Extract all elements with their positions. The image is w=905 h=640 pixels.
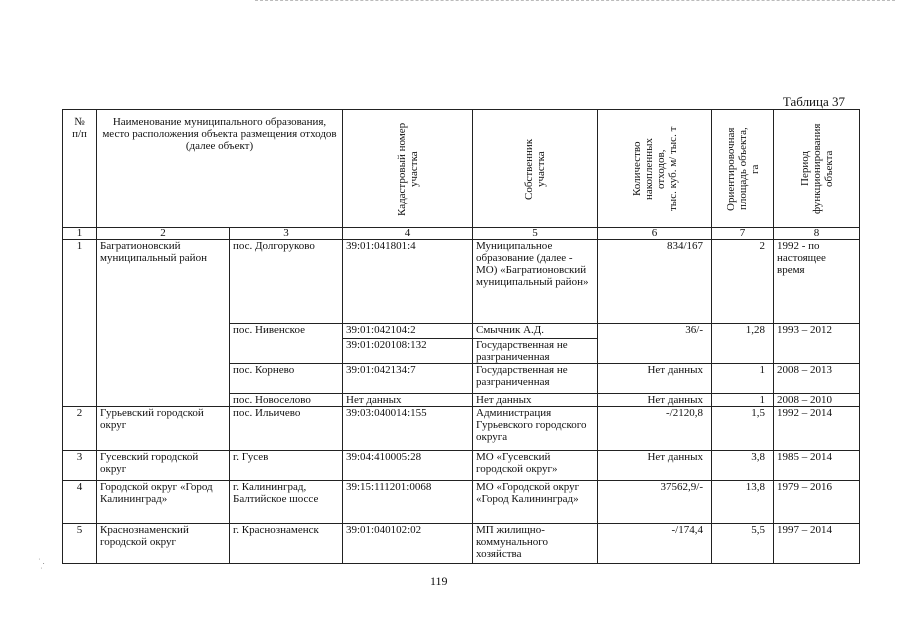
col-number: 8 <box>774 228 860 240</box>
site-area: 2 <box>712 240 774 324</box>
site-location: пос. Новоселово <box>230 394 343 407</box>
owner: Государственная не разграниченная <box>473 339 598 364</box>
site-location: г. Краснознаменск <box>230 524 343 564</box>
waste-amount: Нет данных <box>598 394 712 407</box>
table-row <box>63 451 860 481</box>
row-number: 5 <box>63 524 97 564</box>
owner: Муниципальное образование (далее - МО) «Багратионовский муниципальный район» <box>473 240 598 324</box>
site-area: 1,28 <box>712 324 774 364</box>
waste-amount: 834/167 <box>598 240 712 324</box>
waste-sites-table <box>62 109 860 564</box>
cadastral-number: 39:01:020108:132 <box>343 339 473 364</box>
cadastral-number: 39:04:410005:28 <box>343 451 473 481</box>
col-number: 1 <box>63 228 97 240</box>
header-row <box>63 110 860 228</box>
header-owner: Собственник участка <box>473 110 598 228</box>
district-name: Краснознаменский городской округ <box>97 524 230 564</box>
table-row <box>63 524 860 564</box>
cadastral-number: 39:15:111201:0068 <box>343 481 473 524</box>
table-row <box>63 240 860 324</box>
owner: МП жилищно-коммунального хозяйства <box>473 524 598 564</box>
site-area: 1 <box>712 394 774 407</box>
period: 1992 – 2014 <box>774 407 860 451</box>
waste-amount: Нет данных <box>598 451 712 481</box>
owner: Администрация Гурьевского городского округа <box>473 407 598 451</box>
district-name: Гурьевский городской округ <box>97 407 230 451</box>
cadastral-number: 39:01:042134:7 <box>343 364 473 394</box>
period: 2008 – 2013 <box>774 364 860 394</box>
col-number: 4 <box>343 228 473 240</box>
header-area: Ориентировочная площадь объекта, га <box>712 110 774 228</box>
scan-mark: ˙ . ˙ <box>38 557 45 575</box>
cadastral-number: 39:01:042104:2 <box>343 324 473 339</box>
row-number: 2 <box>63 407 97 451</box>
scan-artifact-line <box>255 0 895 4</box>
site-area: 3,8 <box>712 451 774 481</box>
owner: Смычник А.Д. <box>473 324 598 339</box>
site-location: пос. Ильичево <box>230 407 343 451</box>
col-number: 3 <box>230 228 343 240</box>
col-number: 5 <box>473 228 598 240</box>
owner: Нет данных <box>473 394 598 407</box>
waste-amount: 37562,9/- <box>598 481 712 524</box>
district-name: Городской округ «Город Калининград» <box>97 481 230 524</box>
site-location: пос. Корнево <box>230 364 343 394</box>
site-area: 1,5 <box>712 407 774 451</box>
cadastral-number: 39:01:040102:02 <box>343 524 473 564</box>
header-num: № п/п <box>63 110 97 228</box>
row-number: 4 <box>63 481 97 524</box>
site-location: пос. Долгоруково <box>230 240 343 324</box>
period: 2008 – 2010 <box>774 394 860 407</box>
col-number: 2 <box>97 228 230 240</box>
cadastral-number: 39:03:040014:155 <box>343 407 473 451</box>
cadastral-number: 39:01:041801:4 <box>343 240 473 324</box>
owner: Государственная не разграниченная <box>473 364 598 394</box>
column-number-row <box>63 228 860 240</box>
row-number: 3 <box>63 451 97 481</box>
header-cadastral: Кадастровый номер участка <box>343 110 473 228</box>
col-number: 6 <box>598 228 712 240</box>
header-name: Наименование муниципального образования, место расположения объекта размещения отходов (далее объект) <box>97 110 343 228</box>
district-name: Багратионовский муниципальный район <box>97 240 230 407</box>
waste-amount: 36/- <box>598 324 712 364</box>
waste-amount: -/2120,8 <box>598 407 712 451</box>
site-location: пос. Нивенское <box>230 324 343 364</box>
period: 1997 – 2014 <box>774 524 860 564</box>
site-location: г. Калининград, Балтийское шоссе <box>230 481 343 524</box>
header-period: Период функционирования объекта <box>774 110 860 228</box>
owner: МО «Гусевский городской округ» <box>473 451 598 481</box>
period: 1979 – 2016 <box>774 481 860 524</box>
site-location: г. Гусев <box>230 451 343 481</box>
table-caption: Таблица 37 <box>782 94 845 109</box>
table-row <box>63 481 860 524</box>
col-number: 7 <box>712 228 774 240</box>
site-area: 13,8 <box>712 481 774 524</box>
owner: МО «Городской округ «Город Калининград» <box>473 481 598 524</box>
cadastral-number: Нет данных <box>343 394 473 407</box>
page-number: 119 <box>430 574 448 588</box>
site-area: 1 <box>712 364 774 394</box>
district-name: Гусевский городской округ <box>97 451 230 481</box>
period: 1992 - по настоящее время <box>774 240 860 324</box>
header-amount: Количество накопленных отходов, тыс. куб. м/ тыс. т <box>598 110 712 228</box>
table-row <box>63 407 860 451</box>
period: 1993 – 2012 <box>774 324 860 364</box>
row-number: 1 <box>63 240 97 407</box>
waste-amount: -/174,4 <box>598 524 712 564</box>
period: 1985 – 2014 <box>774 451 860 481</box>
waste-amount: Нет данных <box>598 364 712 394</box>
site-area: 5,5 <box>712 524 774 564</box>
